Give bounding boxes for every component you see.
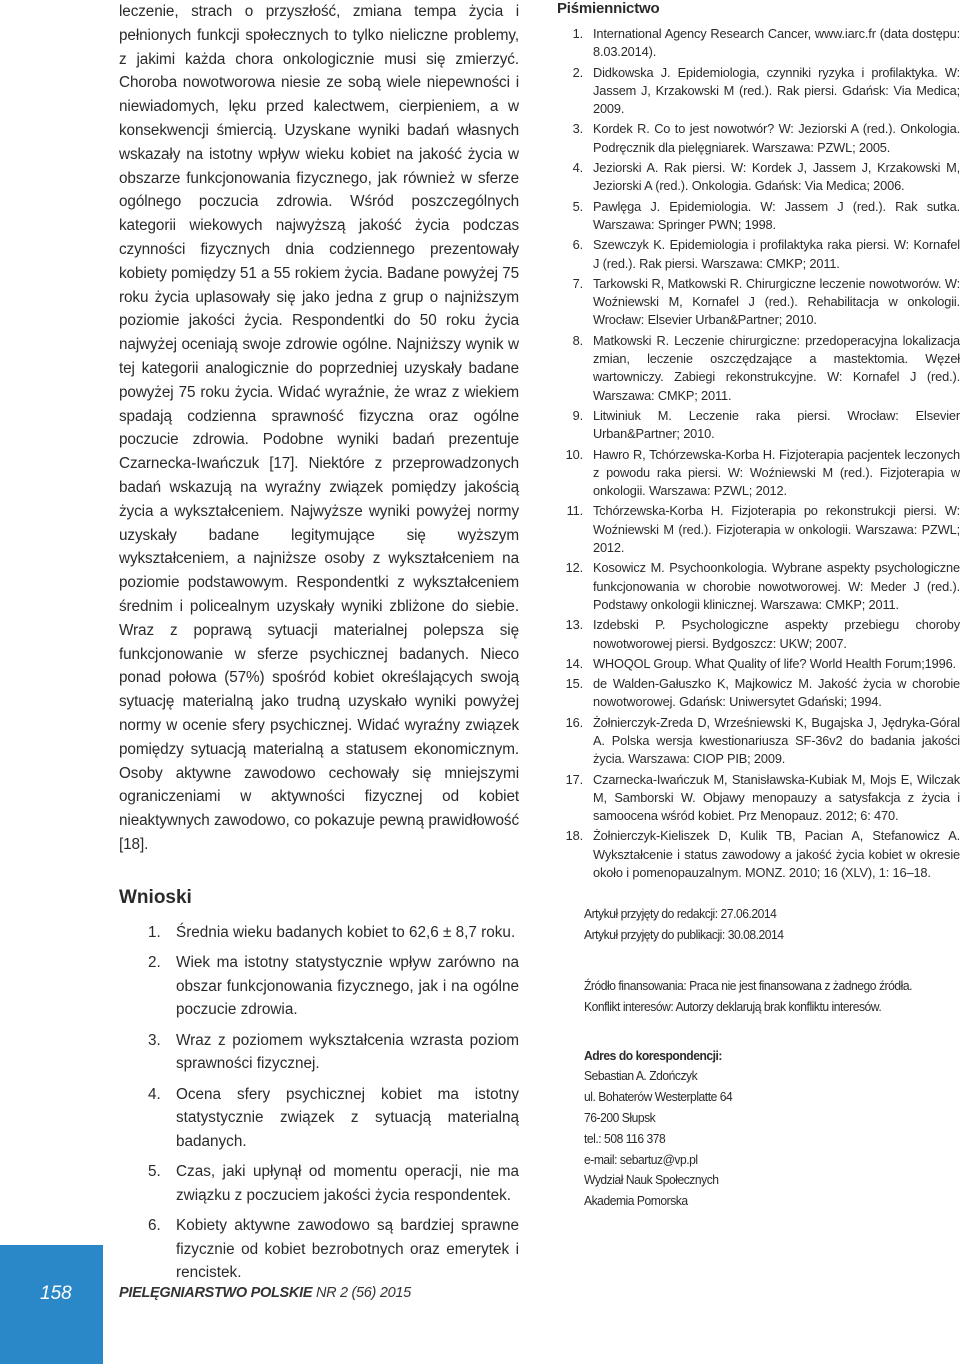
reference-text: Żołnierczyk-Zreda D, Wrześniewski K, Bugajska J, Jędryka-Góral A. Polska wersja kwestionariusza SF-36v2 do badania jakości życia. Warszawa: CIOP PIB; 2009. [593, 714, 960, 767]
conclusion-text: Kobiety aktywne zawodowo są bardziej sprawne fizycznie od kobiet bezrobotnych oraz emerytek i rencistek. [176, 1217, 519, 1282]
correspondence-heading: Adres do korespondencji: [584, 1047, 722, 1063]
conflict-statement: Konflikt interesów: Autorzy deklarują brak konfliktu interesów. [584, 998, 882, 1014]
funding-statement: Źródło finansowania: Praca nie jest finansowana z żadnego źródła. [584, 977, 912, 993]
reference-text: International Agency Research Cancer, www.iarc.fr (data dostępu: 8.03.2014). [593, 26, 960, 60]
conclusion-text: Średnia wieku badanych kobiet to 62,6 ± 8,7 roku. [176, 923, 516, 941]
reference-item [557, 407, 960, 444]
reference-text: Szewczyk K. Epidemiologia i profilaktyka raka piersi. W: Kornafel J (red.). Rak piersi. Warszawa: CMKP; 2011. [593, 237, 960, 271]
reference-item [557, 275, 960, 330]
reference-item [557, 655, 960, 673]
reference-item [557, 827, 960, 882]
reference-item [557, 559, 960, 614]
reference-text: Czarnecka-Iwańczuk M, Stanisławska-Kubiak M, Mojs E, Wilczak M, Samborski W. Objawy menopauzy a satysfakcja z życia i samoocena wśród kobiet. Prz Menopauz. 2012; 6: 470. [593, 771, 960, 824]
reference-item [557, 198, 960, 235]
reference-number: 6. [572, 237, 583, 253]
conclusion-text: Czas, jaki upłynął od momentu operacji, nie ma związku z poczuciem jakości życia respondentek. [176, 1163, 519, 1204]
reference-number: 12. [565, 560, 583, 576]
journal-issue: NR 2 (56) 2015 [315, 1285, 411, 1301]
references-heading: Piśmiennictwo [557, 0, 660, 17]
conclusion-number: 5. [148, 1163, 161, 1181]
correspondence-line: tel.: 508 116 378 [584, 1130, 666, 1146]
left-column [119, 0, 519, 1292]
page-number-box [0, 1245, 103, 1364]
conclusion-item [119, 921, 519, 945]
reference-text: Tchórzewska-Korba H. Fizjoterapia po rekonstrukcji piersi. W: Woźniewski M (red.). Fizjoterapia w onkologii. Warszawa: PZWL; 2012. [593, 503, 960, 556]
conclusion-number: 3. [148, 1031, 161, 1049]
reference-text: Kosowicz M. Psychoonkologia. Wybrane aspekty psychologiczne funkcjonowania w chorobie nowotworowej. W: Meder J (red.). Podstawy onkologii klinicznej. Warszawa: CMKP; 2011. [593, 560, 960, 612]
reference-text: de Walden-Gałuszko K, Majkowicz M. Jakość życia w chorobie nowotworowej. Gdańsk: Uniwersytet Gdański; 1994. [593, 676, 960, 710]
conclusion-number: 6. [148, 1217, 161, 1235]
reference-number: 14. [565, 655, 583, 671]
reference-number: 16. [565, 714, 583, 730]
correspondence-line: 76-200 Słupsk [584, 1109, 656, 1125]
conclusion-item [119, 1083, 519, 1154]
reference-item [557, 675, 960, 712]
received-date: Artykuł przyjęty do redakcji: 27.06.2014 [584, 906, 777, 922]
conclusions-heading: Wnioski [119, 886, 192, 908]
conclusion-text: Wraz z poziomem wykształcenia wzrasta poziom sprawności fizycznej. [176, 1031, 519, 1073]
correspondence-email: e-mail: sebartuz@vp.pl [584, 1151, 698, 1167]
reference-text: Matkowski R. Leczenie chirurgiczne: przedoperacyjna lokalizacja zmian, leczenie oszczędzające a mastektomia. Węzeł wartowniczy. Zabiegi rekonstrukcyjne. W: Kornafel J (red.). Warszawa: CMKP; 2011. [593, 332, 960, 403]
correspondence-line: Wydział Nauk Społecznych [584, 1172, 719, 1188]
reference-item [557, 771, 960, 826]
reference-number: 18. [565, 828, 583, 844]
reference-number: 8. [572, 332, 583, 348]
reference-text: Litwiniuk M. Leczenie raka piersi. Wrocław: Elsevier Urban&Partner; 2010. [593, 407, 960, 442]
right-column [557, 0, 960, 1212]
reference-text: Izdebski P. Psychologiczne aspekty przebiegu choroby nowotworowej piersi. Bydgoszcz: UKW; 2007. [593, 617, 960, 651]
reference-number: 7. [572, 275, 583, 291]
reference-number: 3. [572, 121, 583, 137]
journal-name: PIELĘGNIARSTWO POLSKIE [119, 1285, 313, 1301]
reference-number: 5. [572, 198, 583, 214]
page-footer [0, 1245, 960, 1364]
reference-item [557, 502, 960, 557]
page-number: 158 [40, 1283, 72, 1304]
reference-number: 17. [565, 771, 583, 787]
body-paragraph: leczenie, strach o przyszłość, zmiana tempa życia i pełnionych funkcji społecznych to tylko nieliczne problemy, z jakimi każda chora onkologicznie musi się zmierzyć. Choroba nowotworowa niesie ze sobą wiele niepewności i niewiadomych, lęku przed kalectwem, cierpieniem, a w konsekwencji śmiercią. Uzyskane wyniki badań własnych wskazały na istotny wpływ wieku kobiet na jakość życia w obszarze funkcjonowania fizycznego, jak również w sferze ogólnego poczucia zdrowia. Wśród poszczególnych kategorii wiekowych najwyższą jakość życia podczas czynności fizycznych dnia codziennego prezentowały kobiety pomiędzy 51 a 55 rokiem życia. Badane powyżej 75 roku życia uplasowały się jako jedna z grup o najniższym poziomie jakości życia. Respondentki do 50 roku życia najwyżej oceniają swoje zdrowie ogólne. Najniższy wynik w tej kategorii analogicznie do poprzedniej uzyskały badane powyżej 75 roku życia. Widać wyraźnie, że wraz z wiekiem spadają codzienna sprawność fizyczna oraz ogólne poczucie zdrowia. Podobne wyniki badań prezentuje Czarnecka-Iwańczuk [17]. Niektóre z przeprowadzonych badań wskazują na wyraźny związek pomiędzy jakością życia a wykształceniem. Najwyższe wyniki powyżej normy uzyskały badane legitymujące się wyższym wykształceniem, a najniższe osoby z wykształceniem na poziomie podstawowym. Respondentki z wykształceniem średnim i policealnym uzyskały wyniki zbliżone do siebie. Wraz z poprawą sytuacji materialnej polepsza się funkcjonowanie w sferze psychicznej badanych. Nieco ponad połowa (57%) spośród kobiet określających swoją sytuację materialną jako trudną uzyskało wyniki powyżej normy w ocenie sfery psychicznej. Widać wyraźny związek pomiędzy sytuacją materialną a statusem ekonomicznym. Osoby aktywne zawodowo cechowały się mniejszymi ograniczeniami w aktywności fizycznej od kobiet nieaktywnych zawodowo, co pokazuje pewną prawidłowość [18]. [119, 3, 519, 853]
correspondence-line: Akademia Pomorska [584, 1193, 688, 1209]
reference-number: 2. [572, 64, 583, 80]
reference-number: 9. [572, 407, 583, 423]
conclusion-number: 1. [148, 923, 161, 941]
reference-item [557, 714, 960, 769]
reference-number: 11. [566, 503, 583, 519]
conclusion-text: Ocena sfery psychicznej kobiet ma istotny statystycznie związek z sytuacją materialną badanych. [176, 1085, 519, 1150]
reference-text: Jeziorski A. Rak piersi. W: Kordek J, Jassem J, Krzakowski M, Jeziorski A (red.). Onkologia. Gdańsk: Via Medica; 2006. [593, 160, 960, 194]
reference-text: Kordek R. Co to jest nowotwór? W: Jeziorski A (red.). Onkologia. Podręcznik dla pielęgniarek. Warszawa: PZWL; 2005. [593, 121, 960, 155]
reference-item [557, 64, 960, 119]
reference-item [557, 25, 960, 62]
references-list [557, 25, 960, 882]
correspondence-line: ul. Bohaterów Westerplatte 64 [584, 1089, 733, 1105]
reference-text: Pawlęga J. Epidemiologia. W: Jassem J (red.). Rak sutka. Warszawa: Springer PWN; 1998. [593, 198, 960, 232]
conclusion-number: 2. [148, 954, 161, 972]
reference-number: 15. [565, 676, 583, 692]
conclusions-list [119, 921, 519, 1285]
reference-text: WHOQOL Group. What Quality of life? World Health Forum;1996. [593, 655, 956, 671]
reference-number: 4. [572, 160, 583, 176]
reference-text: Żołnierczyk-Kieliszek D, Kulik TB, Pacian A, Stefanowicz A. Wykształcenie i status zawodowy a jakość życia kobiet w okresie około i pomenopauzalnym. MONZ. 2010; 16 (XLV), 1: 16–18. [593, 828, 960, 881]
reference-item [557, 159, 960, 196]
reference-number: 10. [565, 446, 583, 462]
reference-number: 13. [565, 617, 583, 633]
reference-text: Didkowska J. Epidemiologia, czynniki ryzyka i profilaktyka. W: Jassem J, Krzakowski M (red.). Rak piersi. Gdańsk: Via Medica; 2009. [593, 64, 960, 117]
journal-title [119, 1285, 411, 1301]
reference-text: Tarkowski R, Matkowski R. Chirurgiczne leczenie nowotworów. W: Woźniewski M, Kornafel J (red.). Rehabilitacja w onkologii. Wrocław: Elsevier Urban&Partner; 2010. [593, 275, 960, 328]
reference-number: 1. [572, 26, 583, 41]
reference-item [557, 236, 960, 273]
conclusion-number: 4. [148, 1085, 161, 1103]
reference-item [557, 616, 960, 653]
accepted-date: Artykuł przyjęty do publikacji: 30.08.2014 [584, 927, 784, 943]
conclusion-item [119, 1029, 519, 1076]
conclusion-item [119, 951, 519, 1022]
reference-item [557, 446, 960, 501]
reference-item [557, 120, 960, 157]
conclusion-text: Wiek ma istotny statystycznie wpływ zarówno na obszar funkcjonowania fizycznego, jak i na ogólne poczucie zdrowia. [176, 954, 519, 1019]
reference-text: Hawro R, Tchórzewska-Korba H. Fizjoterapia pacjentek leczonych z powodu raka piersi. W: Woźniewski M (red.). Fizjoterapia w onkologii. Warszawa: PZWL; 2012. [593, 446, 960, 499]
conclusion-item [119, 1160, 519, 1207]
article-metadata [584, 904, 934, 1212]
reference-item [557, 332, 960, 405]
correspondence-line: Sebastian A. Zdończyk [584, 1068, 698, 1084]
